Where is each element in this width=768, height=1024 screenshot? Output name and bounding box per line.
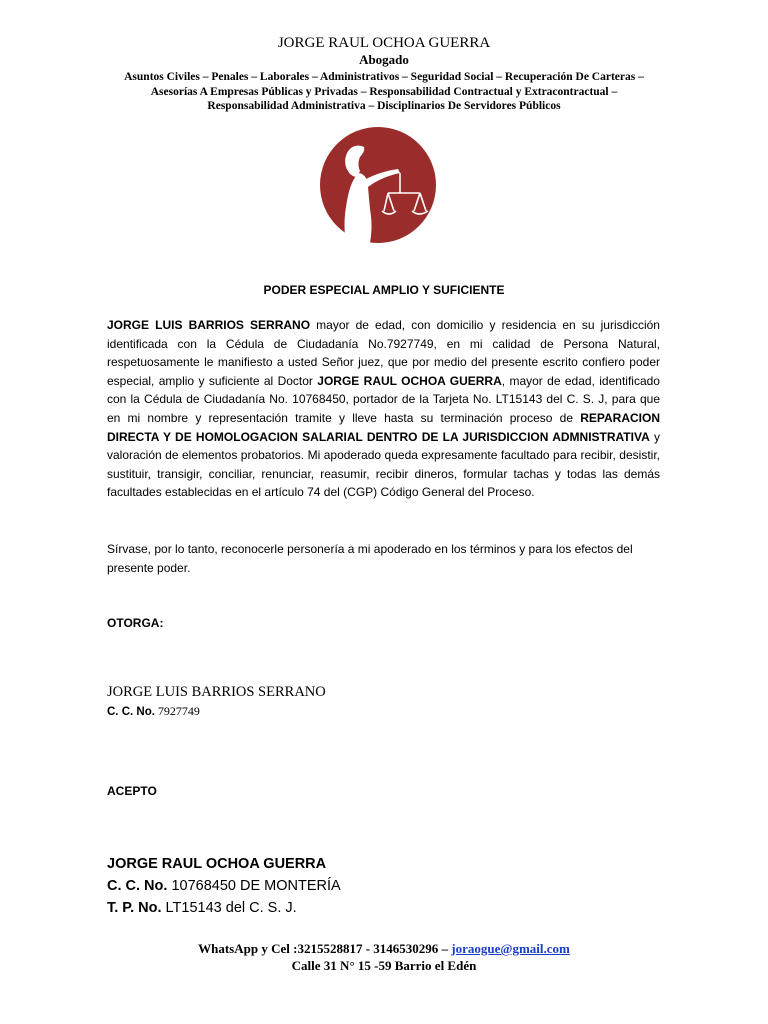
letterhead	[0, 34, 768, 114]
phone-numbers: WhatsApp y Cel :3215528817 - 3146530296 –	[198, 941, 452, 956]
attorney-name: JORGE RAUL OCHOA GUERRA	[317, 373, 502, 388]
paragraph-text: mayor de edad, con domicilio y residencia en su jurisdicción identificada con la Cédula de Ciudadanía No.7927749, en mi calidad de Persona Natural, respetuosamente le manifiesto a usted Señor juez, que por medio del presente escrito confiero poder especial, amplio y suficiente al Doctor	[107, 318, 660, 388]
paragraph-text: , mayor de edad, identificado con la Cédula de Ciudadanía No. 10768450, portador de la Tarjeta No. LT15143 del C. S. J, para que en mi nombre y representación tramite y lleve hasta su terminación proceso de	[107, 373, 660, 425]
recognition-paragraph: Sírvase, por lo tanto, reconocerle personería a mi apoderado en los términos y para los efectos del presente poder.	[107, 542, 633, 575]
otorga-label: OTORGA:	[107, 616, 164, 630]
grantor-name: JORGE LUIS BARRIOS SERRANO	[107, 318, 311, 332]
grantor-signature-block	[107, 683, 326, 722]
acepto-label: ACEPTO	[107, 784, 157, 798]
letterhead-practice-areas: Asuntos Civiles – Penales – Laborales – Administrativos – Seguridad Social – Recuperación De Carteras – Asesorías A Empresas Públicas y Privadas – Responsabilidad Contractual y Extracontractual – Responsabilidad Administrativa – Disciplinarios De Servidores Públicos	[124, 71, 644, 112]
letterhead-title: Abogado	[359, 52, 409, 67]
attorney-license	[107, 897, 341, 919]
cc-label: C. C. No.	[107, 706, 155, 718]
attorney-signature-block	[107, 853, 341, 919]
document-title: PODER ESPECIAL AMPLIO Y SUFICIENTE	[263, 283, 505, 297]
cc-value: 7927749	[154, 704, 200, 718]
email-link[interactable]: joraogue@gmail.com	[451, 941, 570, 956]
process-type: REPARACION DIRECTA Y DE HOMOLOGACION SALARIAL DENTRO DE LA JURISDICCION ADMNISTRATIVA	[107, 410, 660, 444]
footer-contact	[0, 940, 768, 957]
footer-address: Calle 31 N° 15 -59 Barrio el Edén	[291, 958, 477, 973]
letterhead-name: JORGE RAUL OCHOA GUERRA	[277, 35, 491, 51]
tp-label: T. P. No.	[107, 900, 162, 916]
attorney-signature-name: JORGE RAUL OCHOA GUERRA	[107, 856, 327, 872]
footer	[0, 940, 768, 974]
attorney-id	[107, 875, 341, 897]
lady-justice-icon	[320, 127, 436, 243]
tp-value: LT15143 del C. S. J.	[161, 900, 297, 916]
cc-label: C. C. No.	[107, 878, 168, 894]
grantor-signature-name: JORGE LUIS BARRIOS SERRANO	[107, 684, 326, 700]
cc-value: 10768450 DE MONTERÍA	[167, 878, 341, 894]
power-paragraph	[107, 316, 660, 502]
paragraph-text: y valoración de elementos probatorios. Mi apoderado queda expresamente facultado para recibir, desistir, sustituir, transigir, conciliar, renunciar, reasumir, recibir dineros, formular tachas y todas las demás facultades establecidas en el artículo 74 del (CGP) Código General del Proceso.	[107, 429, 660, 500]
grantor-id	[107, 701, 326, 722]
